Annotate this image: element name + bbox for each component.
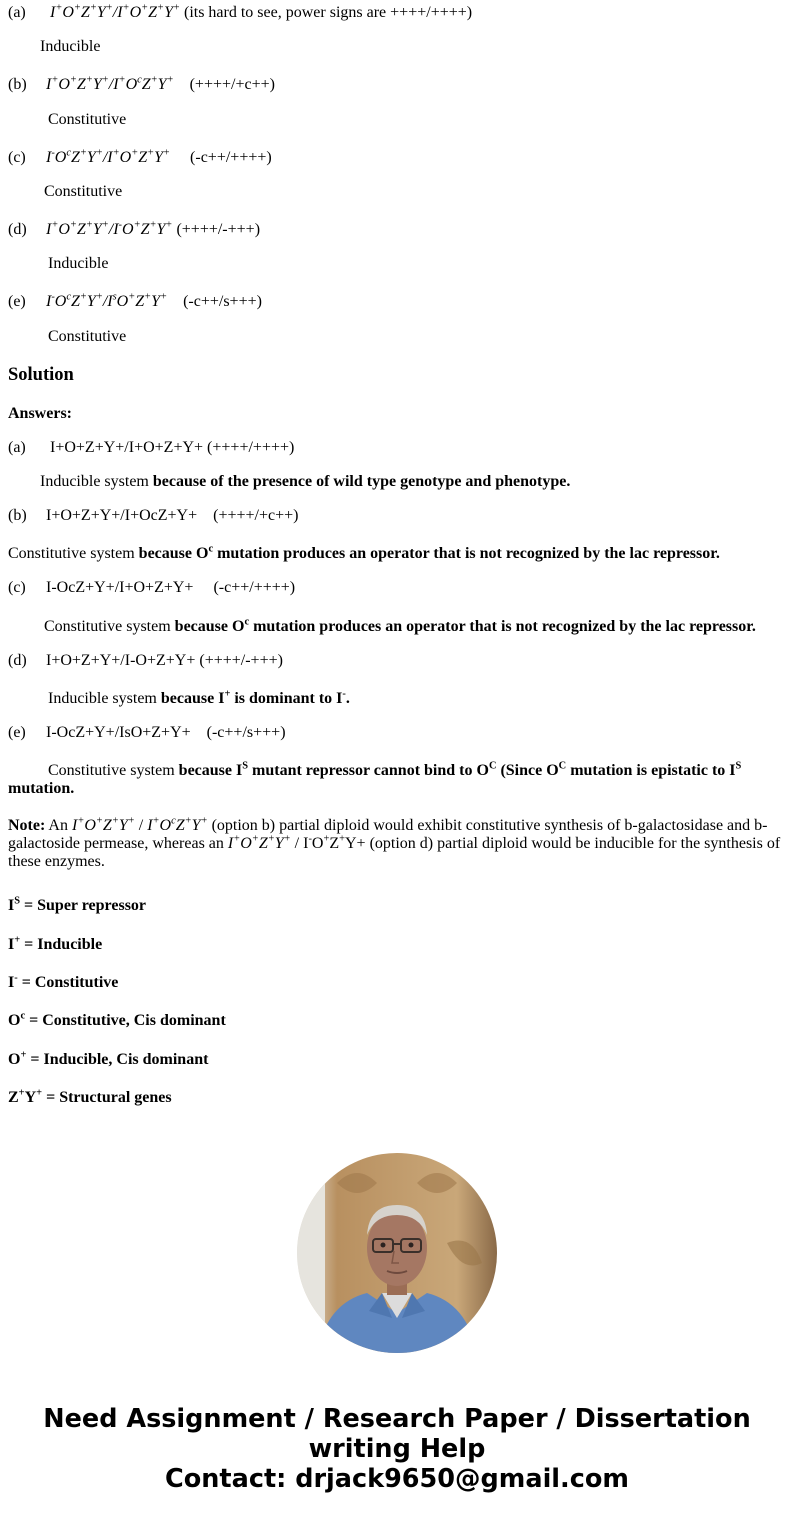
author-photo: [297, 1153, 497, 1353]
answer-genotype: I-OcZ+Y+/I+O+Z+Y+ (-c++/++++): [46, 579, 296, 596]
answer-e: [8, 723, 286, 743]
answer-label: (a): [8, 439, 26, 456]
genotype: $I^-O^cZ^+Y^+/I^sO^+Z^+Y^+$: [46, 291, 168, 310]
answer-genotype: I+O+Z+Y+/I+O+Z+Y+ (++++/++++): [50, 439, 295, 456]
result: Inducible: [40, 38, 101, 55]
question-b: [8, 75, 275, 95]
reason: because I+ is dominant to I-.: [160, 688, 350, 707]
note-paragraph: Note: An $I^+O^+Z^+Y^+ / I^+O^cZ^+Y^+$ (option b) partial diploid would exhibit constitutive synthesis of b-galactosidase and b-galactoside permease, whereas an I+O+Z+Y+ / I-O+Z+Y+ (option d) partial diploid would be inducible for the synthesis of these enzymes.: [8, 815, 781, 870]
answer-b: [8, 506, 299, 526]
answer-label: (e): [8, 724, 26, 741]
note-label: Note:: [8, 817, 46, 834]
question-label: (e): [8, 293, 26, 310]
phenotype: (-c++/++++): [170, 149, 272, 166]
phenotype: (++++/+c++): [173, 76, 275, 93]
question-label: (a): [8, 4, 26, 21]
footer-contact[interactable]: Contact: drjack9650@gmail.com: [165, 1464, 629, 1494]
question-label: (d): [8, 221, 27, 238]
answer-genotype: I+O+Z+Y+/I-O+Z+Y+ (++++/-+++): [46, 652, 283, 669]
footer-line-1: Need Assignment / Research Paper / Dissertation: [43, 1404, 751, 1434]
reason: because $O^c$ mutation produces an operator that is not recognized by the lac repressor.: [138, 543, 720, 562]
question-c: [8, 148, 272, 168]
legend-operator-inducible: O+ = Inducible, Cis dominant: [8, 1049, 209, 1068]
answer-label: (d): [8, 652, 27, 669]
result: Inducible: [48, 255, 109, 272]
genotype: $I^+O^+Z^+Y^+/I^+O^cZ^+Y^+$: [46, 74, 174, 93]
phenotype: (its hard to see, power signs are ++++/++++): [179, 4, 473, 21]
result: Constitutive: [48, 328, 127, 345]
question-e: [8, 292, 262, 312]
answers-heading: Answers:: [8, 405, 72, 422]
question-label: (c): [8, 149, 26, 166]
genotype: I+O+Z+Y+/I-O+Z+Y+: [46, 219, 173, 238]
reason: because $O^c$ mutation produces an operator that is not recognized by the lac repressor.: [174, 616, 756, 635]
solution-heading: Solution: [8, 365, 74, 385]
phenotype: (-c++/s+++): [167, 293, 262, 310]
answer-e-continuation: mutation.: [8, 780, 75, 797]
question-d: [8, 220, 260, 240]
question-a: [8, 3, 472, 23]
legend-operator-constitutive: $O^c$ = Constitutive, Cis dominant: [8, 1010, 226, 1029]
legend-inducible: I+ = Inducible: [8, 934, 103, 953]
result: Constitutive: [44, 183, 123, 200]
reason: because $I^S$ mutant repressor cannot bind to $O^C$ (Since $O^C$ mutation is epistatic to $I^S$: [178, 760, 742, 779]
answer-c: [8, 578, 295, 598]
answer-c-explanation: Constitutive system because $O^c$ mutation produces an operator that is not recognized by the lac repressor.: [44, 616, 756, 635]
answer-genotype: I-OcZ+Y+/IsO+Z+Y+ (-c++/s+++): [46, 724, 286, 741]
answer-d: [8, 651, 283, 671]
legend-super-repressor: $I^S$ = Super repressor: [8, 895, 147, 914]
answer-d-explanation: Inducible system because I+ is dominant to I-.: [48, 688, 350, 707]
portrait-image: [297, 1153, 497, 1353]
legend-structural-genes: Z+Y+ = Structural genes: [8, 1087, 172, 1106]
result: Constitutive: [48, 111, 127, 128]
footer-line-2: writing Help: [308, 1434, 486, 1464]
genotype: $I^-O^cZ^+Y^+/I^+O^+Z^+Y^+$: [46, 147, 171, 166]
reason: because of the presence of wild type genotype and phenotype.: [152, 473, 571, 490]
answer-label: (b): [8, 507, 27, 524]
answer-a-explanation: Inducible system because of the presence of wild type genotype and phenotype.: [40, 473, 571, 490]
answer-genotype: I+O+Z+Y+/I+OcZ+Y+ (++++/+c++): [46, 507, 299, 524]
phenotype: (++++/-+++): [172, 221, 261, 238]
answer-b-explanation: Constitutive system because $O^c$ mutation produces an operator that is not recognized by the lac repressor.: [8, 543, 720, 562]
question-label: (b): [8, 76, 27, 93]
legend-constitutive: I- = Constitutive: [8, 972, 119, 991]
answer-label: (c): [8, 579, 26, 596]
answer-e-explanation: Constitutive system because $I^S$ mutant repressor cannot bind to $O^C$ (Since $O^C$ mutation is epistatic to $I^S$: [48, 760, 742, 779]
footer-advert: [0, 1404, 794, 1494]
answer-a: [8, 438, 294, 458]
genotype: I+O+Z+Y+/I+O+Z+Y+: [50, 2, 180, 21]
